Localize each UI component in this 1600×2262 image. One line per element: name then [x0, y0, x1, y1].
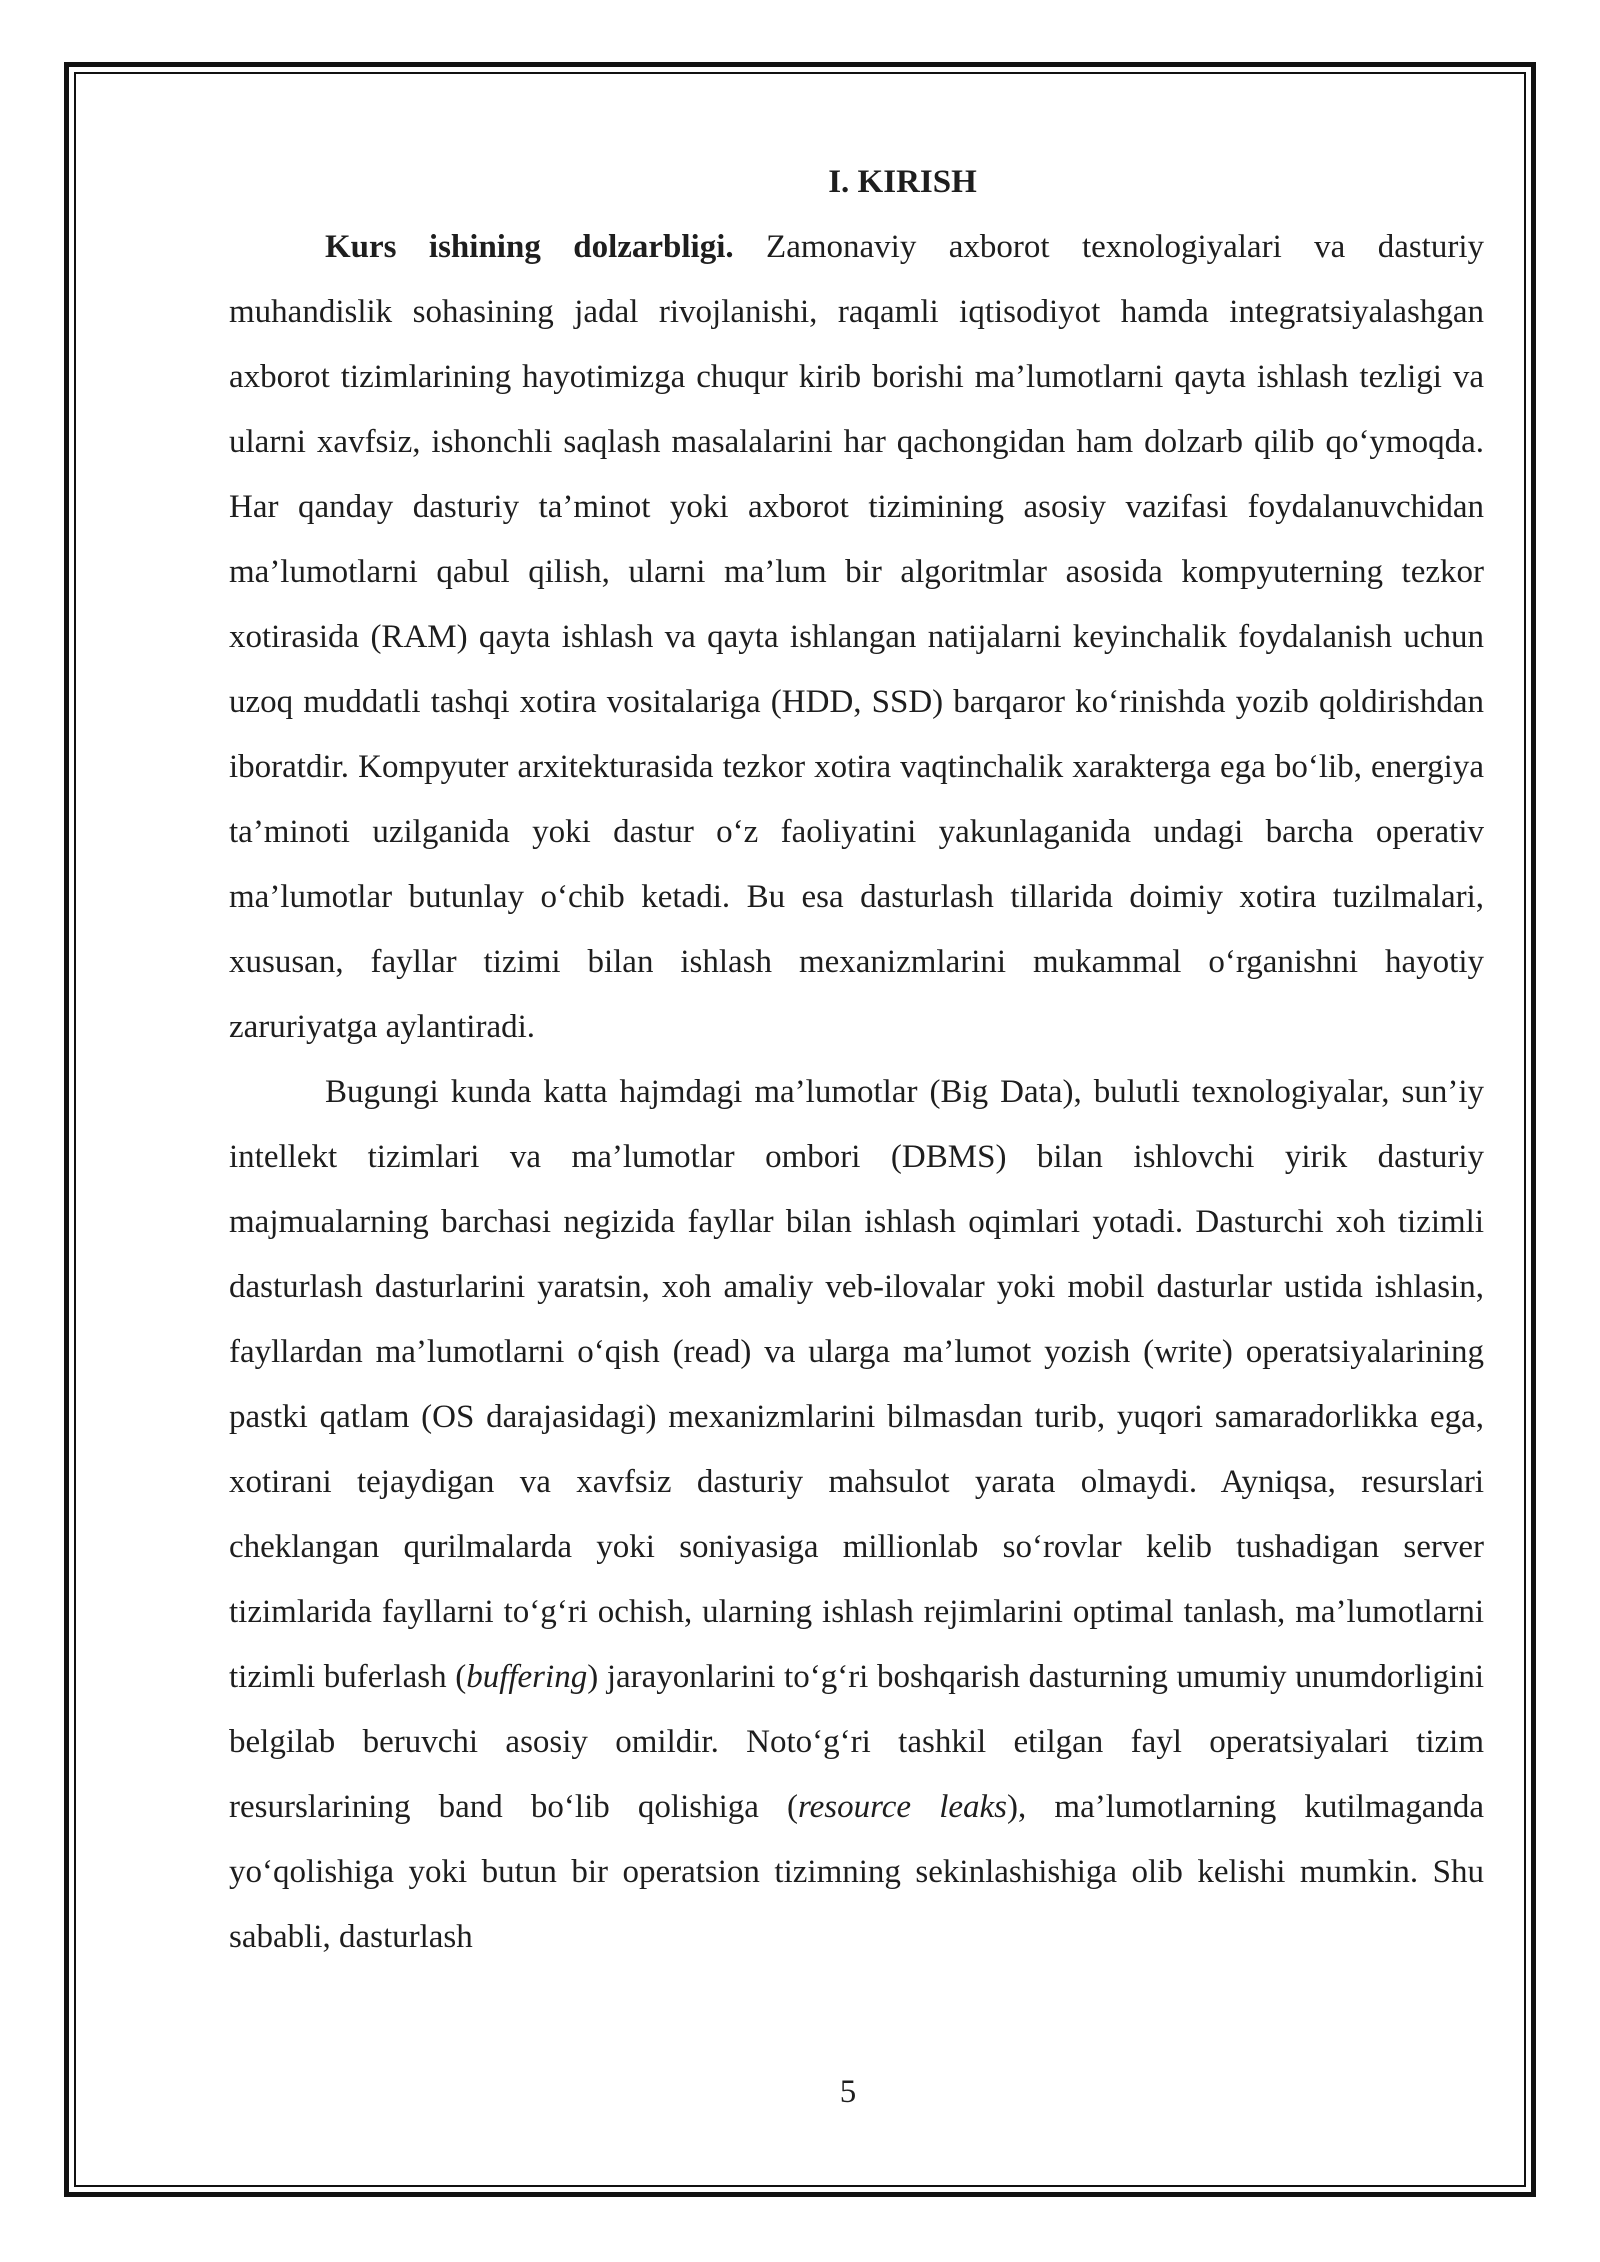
paragraph-text: Zamonaviy axborot texnologiyalari va dasturiy muhandislik sohasining jadal rivojlanishi, raqamli iqtisodiyot hamda integratsiyalashgan axborot tizimlarining hayotimizga chuqur kirib borishi ma’lumotlarni qayta ishlash tezligi va ularni xavfsiz, ishonchli saqlash masalalarini har qachongidan ham dolzarb qilib qo‘ymoqda. Har qanday dasturiy ta’minot yoki axborot tizimining asosiy vazifasi foydalanuvchidan ma’lumotlarni qabul qilish, ularni ma’lum bir algoritmlar asosida kompyuterning tezkor xotirasida (RAM) qayta ishlash va qayta ishlangan natijalarni keyinchalik foydalanish uchun uzoq muddatli tashqi xotira vositalariga (HDD, SSD) barqaror ko‘rinishda yozib qoldirishdan iboratdir. Kompyuter arxitekturasida tezkor xotira vaqtinchalik xarakterga ega bo‘lib, energiya ta’minoti uzilganida yoki dastur o‘z faoliyatini yakunlaganida undagi barcha operativ ma’lumotlar butunlay o‘chib ketadi. Bu esa dasturlash tillarida doimiy xotira tuzilmalari, xususan, fayllar tizimi bilan ishlash mexanizmlarini mukammal o‘rganishni hayotiy zaruriyatga aylantiradi. — [229, 229, 1485, 1045]
paragraph-text-part-a: Bugungi kunda katta hajmdagi ma’lumotlar (Big Data), bulutli texnologiyalar, sun’iy intellekt tizimlari va ma’lumotlar ombori (DBMS) bilan ishlovchi yirik dasturiy majmualarning barchasi negizida fayllar bilan ishlash oqimlari yotadi. Dasturchi xoh tizimli dasturlash dasturlarini yaratsin, xoh amaliy veb-ilovalar yoki mobil dasturlar ustida ishlasin, fayllardan ma’lumotlarni o‘qish (read) va ularga ma’lumot yozish (write) operatsiyalarining pastki qatlam (OS darajasidagi) mexanizmlarini bilmasdan turib, yuqori samaradorlikka ega, xotirani tejaydigan va xavfsiz dasturiy mahsulot yarata olmaydi. Ayniqsa, resurslari cheklangan qurilmalarda yoki soniyasiga millionlab so‘rovlar kelib tushadigan server tizimlarida fayllarni to‘g‘ri ochish, ularning ishlash rejimlarini optimal tanlash, ma’lumotlarni tizimli buferlash ( — [229, 1074, 1484, 1695]
italic-term-resource-leaks: resource leaks — [798, 1789, 1008, 1825]
paragraph-text-part-c: ), ma’lumotlarning kutilmaganda yo‘qolishiga yoki butun bir operatsion tizimning sekinlashishiga olib kelishi mumkin. Shu sababli, dasturlash — [229, 1789, 1484, 1955]
page-content — [229, 150, 1484, 1970]
italic-term-buffering: buffering — [466, 1659, 588, 1695]
paragraph-file-streams — [229, 1060, 1484, 1970]
page-number: 5 — [839, 2074, 857, 2110]
paragraph-lead-bold: Kurs ishining dolzarbligi. — [325, 229, 734, 265]
paragraph-relevance — [229, 215, 1484, 1060]
paragraph-text-part-b: ) jarayonlarini to‘g‘ri boshqarish dasturning umumiy unumdorligini belgilab beruvchi asosiy omildir. Noto‘g‘ri tashkil etilgan fayl operatsiyalari tizim resurslarining band bo‘lib qolishiga ( — [229, 1659, 1485, 1825]
section-heading: I. KIRISH — [828, 164, 977, 200]
